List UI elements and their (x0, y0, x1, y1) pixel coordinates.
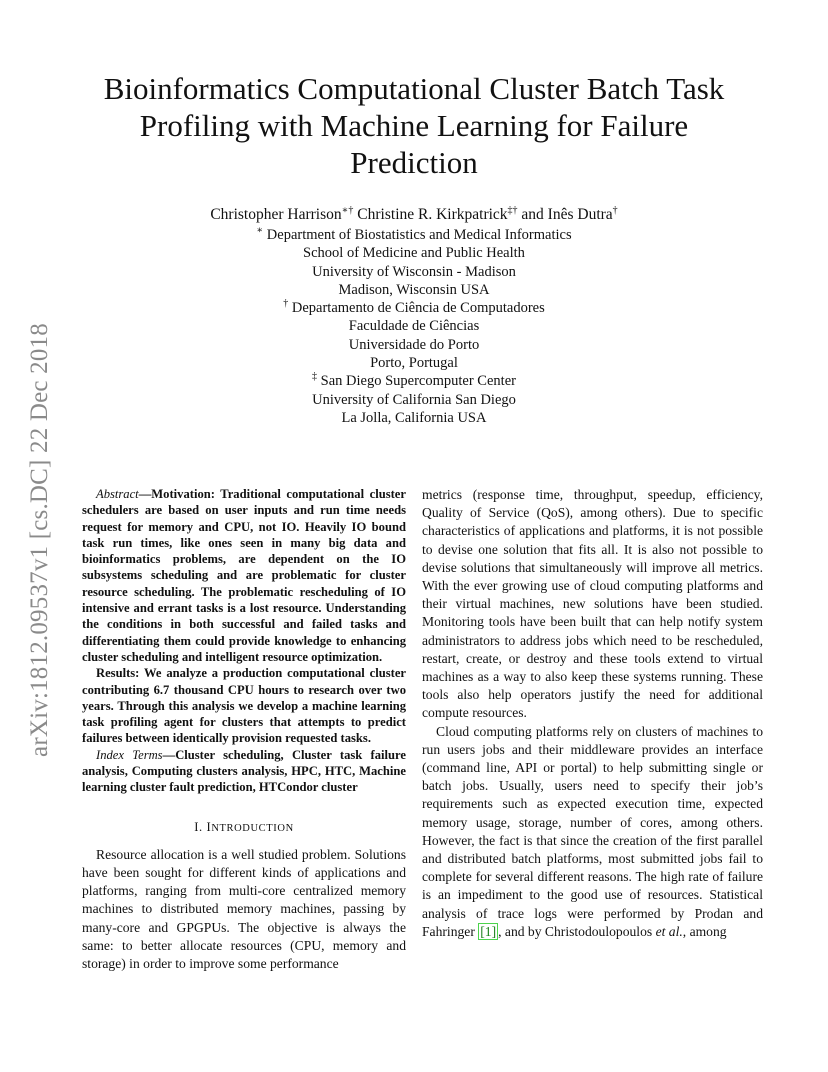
author-list (70, 206, 758, 224)
affiliation-uw-line-4: Madison, Wisconsin USA (338, 281, 490, 298)
right-column (422, 486, 763, 941)
affiliation-uw-line-3: University of Wisconsin - Madison (312, 263, 516, 280)
intro-paragraph-2-mid: , and by Christodoulopoulos (498, 923, 656, 939)
abstract-motivation (82, 486, 406, 665)
abstract-label: Abstract (96, 487, 139, 501)
index-terms-label: Index Terms (96, 747, 163, 762)
citation-link-1[interactable]: [1] (480, 923, 497, 939)
affiliation-porto-line-1 (70, 299, 758, 317)
title-line-1: Bioinformatics Computational Cluster Batch Task (103, 71, 725, 106)
intro-paragraph-continued: metrics (response time, throughput, speedup, efficiency, Quality of Service (QoS), among others). Due to specific characteristics of applications and platforms, it is not possible to devise one solution that fits all. It is also not possible to devise solutions that simultaneously will improve all metrics. With the ever growing use of cloud computing platforms and their virtual machines, new solutions have been studied. Monitoring tools have been built that can help notify system administrators to address jobs which need to be rescheduled, restart, create, or destroy and these tools extend to virtual machines as a way to also keep these systems running. These tools also help operators justify the need for additional compute resources. (422, 487, 763, 721)
affiliation-porto-dept: Departamento de Ciência de Computadores (288, 300, 545, 317)
affiliation-porto-line-4: Porto, Portugal (370, 355, 458, 372)
affiliation-sd-mark: ‡ (312, 371, 318, 383)
index-terms (82, 747, 406, 796)
index-terms-text: —Cluster scheduling, Cluster task failure analysis, Computing clusters analysis, HPC, HTC, Machine learning cluster fault prediction, HTCondor cluster (82, 747, 406, 795)
author-3: and Inês Dutra (517, 206, 613, 223)
abstract-motivation-text: —Motivation: Traditional computational cluster schedulers are based on user inputs and run time needs request for memory and CPU, not IO. Heavily IO bound task run times, like ones seen in many big data and bioinformatics problems, are dependent on the IO subsystems scheduling and are problematic for cluster resource scheduling. The problematic rescheduling of IO intensive and errant tasks is a lost resource. Understanding the conditions in both successful and failed tasks and differentiating them could provide knowledge to enhancing cluster scheduling and intelligent resource optimization. (82, 487, 406, 664)
paper-title (70, 70, 758, 181)
intro-paragraph-2-end: , among (682, 923, 727, 939)
intro-paragraph-2-start: Cloud computing platforms rely on clusters of machines to run users jobs and their middleware provides an interface (command line, API or portal) to help submitting single or batch jobs. Usually, users need to specify their job’s requirements such as expected execution time, expected memory usage, storage, number of cores, among others. However, the fact is that since the creation of the first parallel and distributed batch platforms, most submitted jobs fail to complete for several different reasons. The high rate of failure is an impediment to the good use of resources. Statistical analysis of trace logs were performed by Prodan and Fahringer (422, 723, 763, 939)
affiliation-sd-line-1 (70, 372, 758, 390)
et-al: et al. (655, 923, 683, 939)
title-line-3: Prediction (350, 145, 478, 180)
affiliation-porto-line-2: Faculdade de Ciências (348, 318, 480, 335)
affiliation-sd-center: San Diego Supercomputer Center (317, 373, 516, 390)
affiliation-porto-line-3: Universidade do Porto (348, 336, 480, 353)
affiliation-uw-line-1 (70, 226, 758, 244)
intro-paragraph-2 (422, 723, 763, 941)
author-1: Christopher Harrison (210, 206, 342, 223)
author-2: Christine R. Kirkpatrick (353, 206, 508, 223)
author-2-marks: ‡† (507, 204, 518, 216)
intro-paragraph-1: Resource allocation is a well studied problem. Solutions have been sought for different kinds of applications and platforms, ranging from multi-core centralized memory machines to distributed memory machines, passing by many-core and GPGPUs. The objective is always the same: to better allocate resources (CPU, memory and storage) in order to improve some performance (82, 846, 406, 972)
affiliation-uw-line-2: School of Medicine and Public Health (303, 245, 525, 262)
affiliation-uw-dept: Department of Biostatistics and Medical Informatics (263, 227, 572, 243)
affiliation-sd-line-2: University of California San Diego (312, 391, 516, 408)
section-heading-introduction: I. INTRODUCTION (194, 819, 294, 834)
affiliation-porto-mark: † (283, 298, 289, 310)
affiliations (70, 226, 758, 427)
author-1-marks: ∗† (341, 204, 354, 216)
author-3-marks: † (612, 204, 618, 216)
affiliation-sd-line-3: La Jolla, California USA (341, 409, 487, 426)
abstract (82, 486, 406, 796)
arxiv-identifier: arXiv:1812.09537v1 [cs.DC] 22 Dec 2018 (26, 323, 53, 757)
left-column (82, 486, 406, 973)
title-line-2: Profiling with Machine Learning for Failure (139, 108, 689, 143)
abstract-results: Results: We analyze a production computational cluster contributing 6.7 thousand CPU hours to research over two years. Through this analysis we develop a machine learning task profiling agent for clusters that attempts to predict failures between identically provision requested tasks. (82, 666, 406, 746)
affiliation-uw-mark: ∗ (256, 225, 264, 237)
